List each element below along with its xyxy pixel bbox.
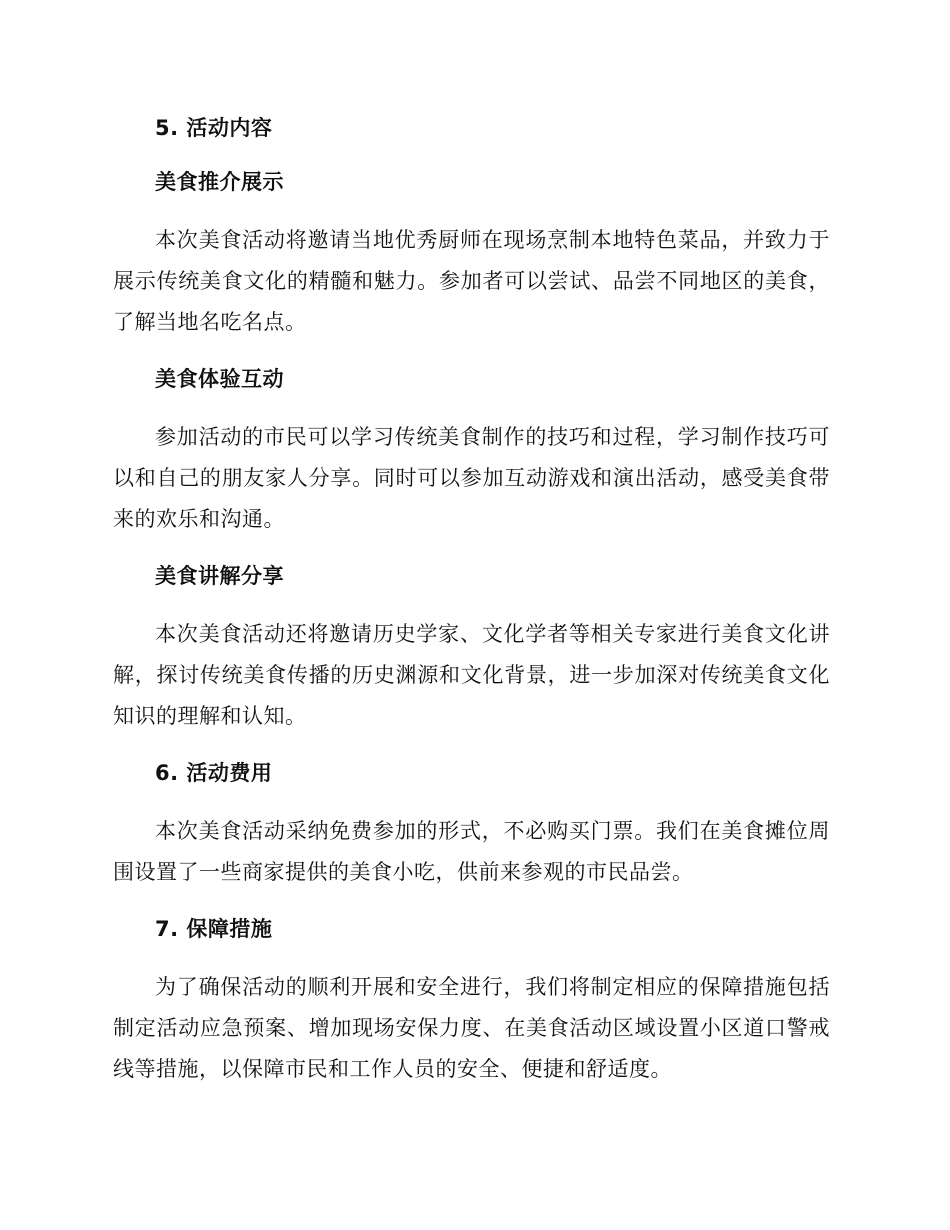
paragraph-food-showcase: 本次美食活动将邀请当地优秀厨师在现场烹制本地特色菜品，并致力于展示传统美食文化的精髓和魅力。参加者可以尝试、品尝不同地区的美食，了解当地名吃名点。 (113, 228, 830, 334)
subheading-food-lecture: 美食讲解分享 (155, 564, 284, 588)
section-heading-activity-cost: 6. 活动费用 (155, 761, 273, 785)
paragraph-food-experience: 参加活动的市民可以学习传统美食制作的技巧和过程，学习制作技巧可以和自己的朋友家人分享。同时可以参加互动游戏和演出活动，感受美食带来的欢乐和沟通。 (113, 425, 830, 531)
section-heading-activity-content: 5. 活动内容 (155, 116, 273, 140)
paragraph-safety-measures: 为了确保活动的顺利开展和安全进行，我们将制定相应的保障措施包括制定活动应急预案、增加现场安保力度、在美食活动区域设置小区道口警戒线等措施，以保障市民和工作人员的安全、便捷和舒适度。 (113, 975, 830, 1081)
subheading-food-experience: 美食体验互动 (155, 367, 284, 391)
subheading-food-showcase: 美食推介展示 (155, 170, 284, 194)
section-heading-safety-measures: 7. 保障措施 (155, 917, 273, 941)
paragraph-food-lecture: 本次美食活动还将邀请历史学家、文化学者等相关专家进行美食文化讲解，探讨传统美食传播的历史渊源和文化背景，进一步加深对传统美食文化知识的理解和认知。 (113, 622, 830, 728)
paragraph-activity-cost: 本次美食活动采纳免费参加的形式，不必购买门票。我们在美食摊位周围设置了一些商家提供的美食小吃，供前来参观的市民品尝。 (113, 819, 830, 884)
